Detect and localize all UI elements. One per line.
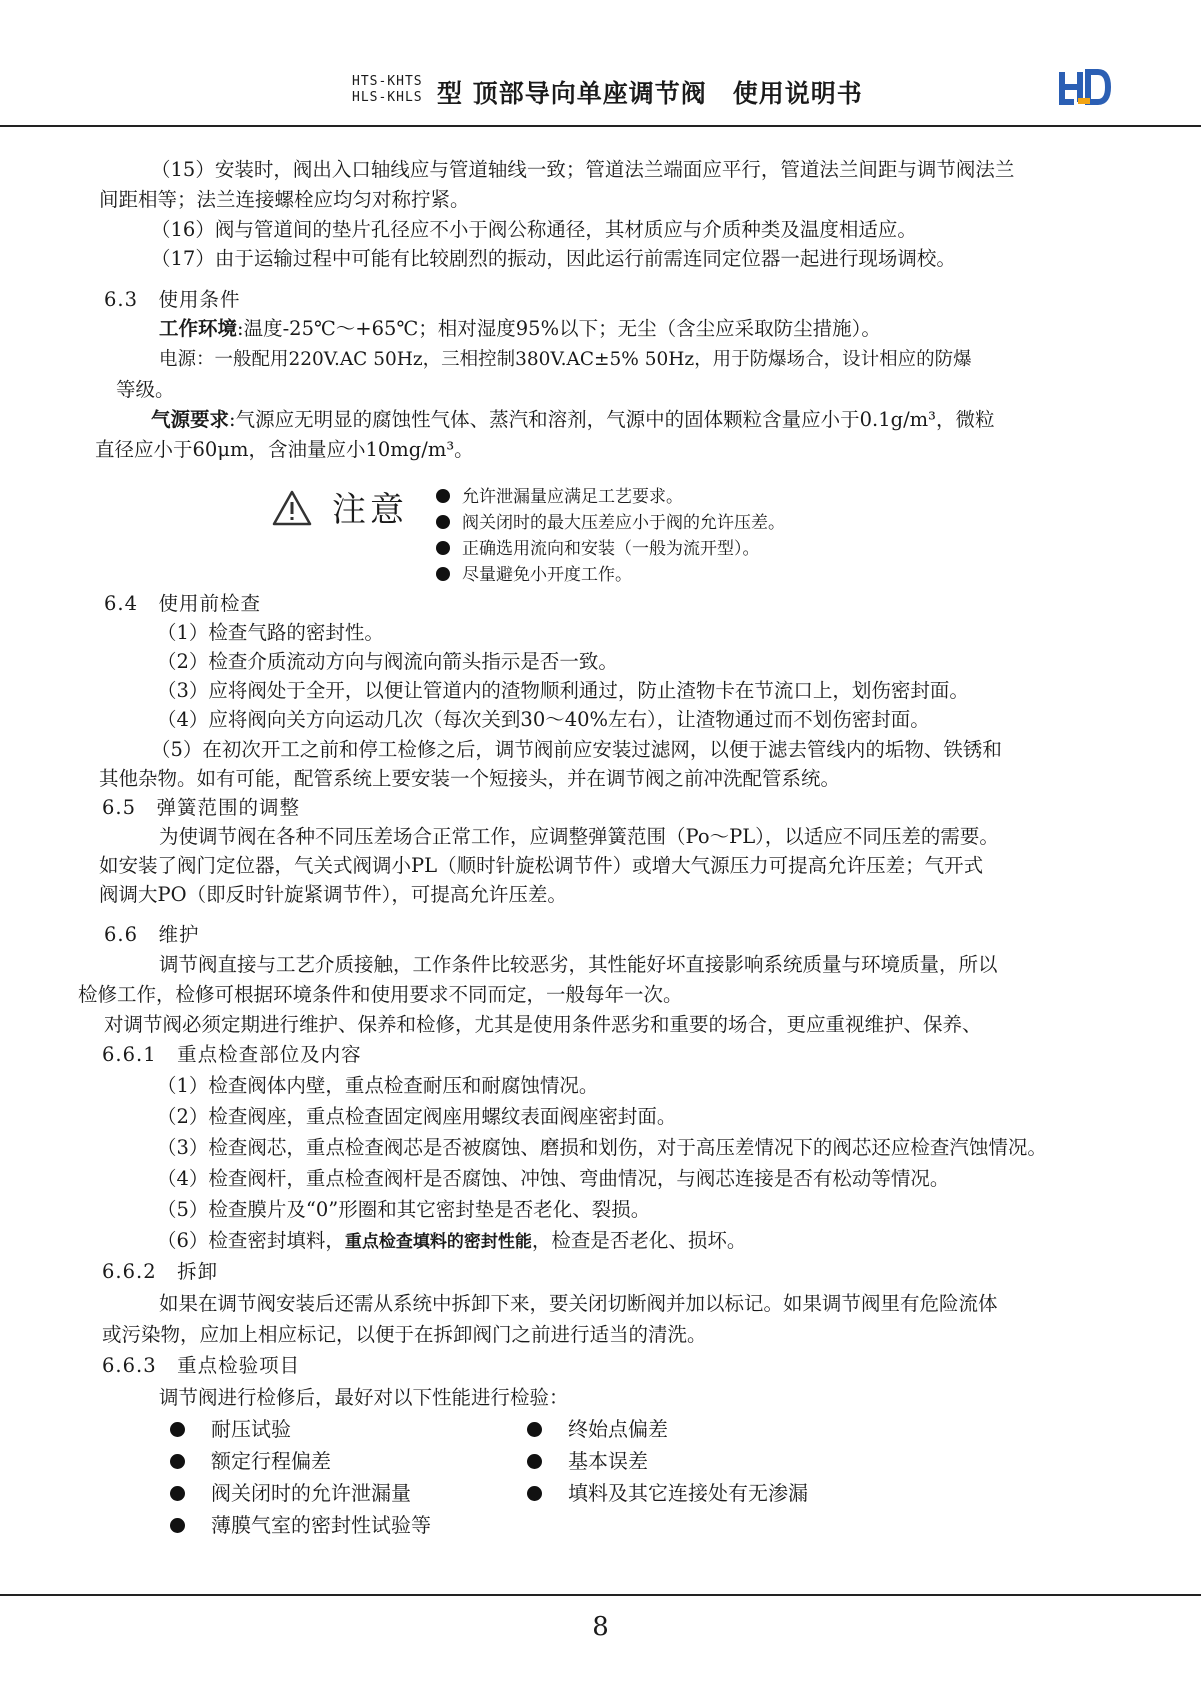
bullet-icon (527, 1422, 542, 1437)
section-6-6-1-heading: 6.6.1 重点检查部位及内容 (102, 1043, 362, 1066)
check-item-1: （1）检查气路的密封性。 (157, 621, 384, 644)
section-6-4-heading: 6.4 使用前检查 (104, 592, 262, 615)
test-item-text: 耐压试验 (211, 1417, 291, 1441)
test-intro: 调节阀进行检修后，最好对以下性能进行检验： (159, 1386, 569, 1409)
notice-item (436, 510, 785, 536)
work-environment-text: :温度-25℃～+65℃；相对湿度95%以下；无尘（含尘应采取防尘措施）。 (237, 317, 881, 340)
test-item (170, 1509, 431, 1541)
install-17: （17）由于运输过程中可能有比较剧烈的振动，因此运行前需连同定位器一起进行现场调校。 (151, 247, 956, 270)
maintenance-line-1: 调节阀直接与工艺介质接触，工作条件比较恶劣，其性能好坏直接影响系统质量与环境质量，所以 (159, 953, 998, 976)
bullet-icon (436, 489, 450, 503)
inspect-item-5: （5）检查膜片及“0”形圈和其它密封垫是否老化、裂损。 (157, 1198, 651, 1221)
spring-line-2: 如安装了阀门定位器，气关式阀调小PL（顺时针旋松调节件）或增大气源压力可提高允许压差；气开式 (99, 854, 984, 877)
page-number: 8 (592, 1612, 609, 1642)
bullet-icon (170, 1454, 185, 1469)
test-item-text: 阀关闭时的允许泄漏量 (211, 1481, 411, 1505)
inspect-item-6-emphasis: 重点检查填料的密封性能 (344, 1232, 532, 1252)
inspect-item-6-text: （6）检查密封填料， (157, 1229, 345, 1252)
test-item-text: 薄膜气室的密封性试验等 (211, 1513, 431, 1537)
warning-triangle-icon (272, 490, 312, 526)
check-item-4: （4）应将阀向关方向运动几次（每次关到30～40%左右），让渣物通过而不划伤密封面。 (157, 708, 930, 731)
inspect-item-6 (157, 1226, 746, 1257)
notice-item (436, 484, 785, 510)
hd-logo-icon (1058, 68, 1112, 108)
install-16: （16）阀与管道间的垫片孔径应不小于阀公称通径，其材质应与介质种类及温度相适应。 (151, 218, 917, 241)
air-supply-text: :气源应无明显的腐蚀性气体、蒸汽和溶剂，气源中的固体颗粒含量应小于0.1g/m³，微粒 (229, 408, 995, 431)
spring-line-3: 阀调大PO（即反时针旋紧调节件），可提高允许压差。 (99, 883, 567, 906)
air-supply-label: 气源要求 (151, 408, 230, 431)
maintenance-line-3: 对调节阀必须定期进行维护、保养和检修，尤其是使用条件恶劣和重要的场合，更应重视维护、保养、 (104, 1013, 982, 1036)
notice-item-text: 正确选用流向和安装（一般为流开型）。 (462, 539, 760, 559)
header-divider (0, 125, 1201, 127)
inspect-item-6-text-end: ，检查是否老化、损坏。 (531, 1229, 747, 1252)
test-item (527, 1477, 808, 1509)
bullet-icon (436, 567, 450, 581)
inspect-item-1: （1）检查阀体内壁，重点检查耐压和耐腐蚀情况。 (157, 1074, 599, 1097)
document-title: 型 顶部导向单座调节阀 使用说明书 (437, 79, 863, 108)
notice-list (436, 484, 785, 588)
inspect-item-4: （4）检查阀杆，重点检查阀杆是否腐蚀、冲蚀、弯曲情况，与阀芯连接是否有松动等情况。 (157, 1167, 950, 1190)
section-6-6-heading: 6.6 维护 (104, 923, 200, 946)
check-item-5-line-1: （5）在初次开工之前和停工检修之后，调节阀前应安装过滤网，以便于滤去管线内的垢物、铁锈和 (151, 738, 1002, 761)
test-item (170, 1477, 411, 1509)
inspect-item-3: （3）检查阀芯，重点检查阀芯是否被腐蚀、磨损和划伤，对于高压差情况下的阀芯还应检查汽蚀情况。 (157, 1136, 1047, 1159)
page-header (0, 0, 1201, 128)
section-6-6-2-heading: 6.6.2 拆卸 (102, 1260, 219, 1283)
model-numbers (352, 74, 423, 106)
check-item-3: （3）应将阀处于全开，以便让管道内的渣物顺利通过，防止渣物卡在节流口上，划伤密封面。 (157, 679, 969, 702)
air-supply-line-2: 直径应小于60μm，含油量应小10mg/m³。 (95, 438, 474, 461)
test-item (170, 1413, 291, 1445)
notice-item-text: 尽量避免小开度工作。 (462, 565, 632, 585)
test-item (527, 1413, 668, 1445)
install-15-line-1: （15）安装时，阀出入口轴线应与管道轴线一致；管道法兰端面应平行，管道法兰间距与调节阀法兰 (151, 158, 1015, 181)
removal-line-1: 如果在调节阀安装后还需从系统中拆卸下来，要关闭切断阀并加以标记。如果调节阀里有危险流体 (159, 1292, 998, 1315)
bullet-icon (436, 541, 450, 555)
test-item (170, 1445, 331, 1477)
test-item-text: 填料及其它连接处有无渗漏 (568, 1481, 808, 1505)
spring-line-1: 为使调节阀在各种不同压差场合正常工作，应调整弹簧范围（Po～PL），以适应不同压差的需要。 (159, 825, 999, 848)
footer-divider (0, 1594, 1201, 1596)
power-line-1: 电源：一般配用220V.AC 50Hz，三相控制380V.AC±5% 50Hz，用于防爆场合，设计相应的防爆 (159, 349, 972, 370)
notice-item-text: 阀关闭时的最大压差应小于阀的允许压差。 (462, 513, 785, 533)
bullet-icon (170, 1486, 185, 1501)
model-line-2: HLS-KHLS (352, 90, 423, 105)
section-6-6-3-heading: 6.6.3 重点检验项目 (102, 1354, 301, 1377)
air-supply (151, 405, 994, 435)
removal-line-2: 或污染物，应加上相应标记，以便于在拆卸阀门之前进行适当的清洗。 (102, 1323, 707, 1346)
bullet-icon (527, 1454, 542, 1469)
test-item-text: 额定行程偏差 (211, 1449, 331, 1473)
test-item-text: 终始点偏差 (568, 1417, 668, 1441)
model-line-1: HTS-KHTS (352, 74, 423, 89)
inspect-item-2: （2）检查阀座，重点检查固定阀座用螺纹表面阀座密封面。 (157, 1105, 677, 1128)
power-line-2: 等级。 (116, 378, 175, 401)
bullet-icon (436, 515, 450, 529)
check-item-5-line-2: 其他杂物。如有可能，配管系统上要安装一个短接头，并在调节阀之前冲洗配管系统。 (99, 767, 841, 790)
notice-title: 注意 (332, 490, 408, 530)
work-environment (159, 314, 881, 344)
bullet-icon (170, 1422, 185, 1437)
section-6-3-heading: 6.3 使用条件 (104, 288, 241, 311)
test-item-text: 基本误差 (568, 1449, 648, 1473)
check-item-2: （2）检查介质流动方向与阀流向箭头指示是否一致。 (157, 650, 618, 673)
bullet-icon (170, 1518, 185, 1533)
notice-item (436, 562, 785, 588)
work-environment-label: 工作环境 (159, 317, 238, 340)
notice-item (436, 536, 785, 562)
test-item (527, 1445, 648, 1477)
install-15-line-2: 间距相等；法兰连接螺栓应均匀对称拧紧。 (99, 188, 470, 211)
maintenance-line-2: 检修工作，检修可根据环境条件和使用要求不同而定，一般每年一次。 (78, 983, 683, 1006)
section-6-5-heading: 6.5 弹簧范围的调整 (102, 796, 301, 819)
bullet-icon (527, 1486, 542, 1501)
notice-item-text: 允许泄漏量应满足工艺要求。 (462, 487, 683, 507)
